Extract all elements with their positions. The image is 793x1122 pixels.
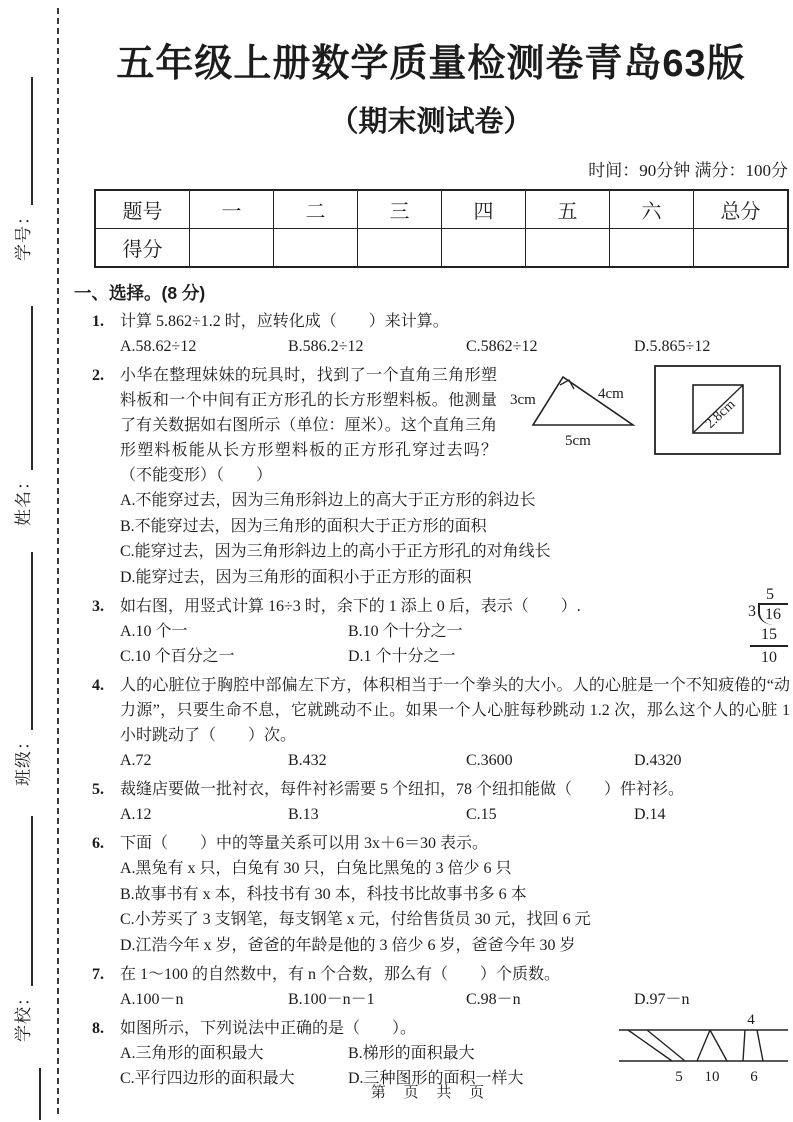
- options-row: [120, 802, 790, 827]
- option-b: B.100－n－1: [288, 991, 375, 1008]
- option-b: B.432: [288, 752, 327, 769]
- option-d: D.5.865÷12: [634, 338, 711, 355]
- exam-page: [72, 0, 790, 1095]
- score-cell: [442, 229, 526, 268]
- score-cell: [694, 229, 789, 268]
- trapezoid-base-label: 6: [750, 1069, 758, 1085]
- options-column: [120, 488, 790, 590]
- option-b: B.13: [288, 806, 319, 823]
- question-number: 4.: [92, 677, 104, 694]
- option-c: C.15: [466, 806, 497, 823]
- triangle-right-side: [710, 1030, 727, 1061]
- score-cell: [190, 229, 274, 268]
- division-product: 15: [750, 625, 788, 647]
- question-text: 如图所示，下列说法中正确的是（ ）。: [120, 1020, 417, 1037]
- triangle-right-side-label: 4cm: [598, 386, 624, 402]
- question-number: 2.: [92, 367, 104, 384]
- option-d: D.江浩今年 x 岁，爸爸的年龄是他的 3 倍少 6 岁，爸爸今年 30 岁: [120, 936, 576, 954]
- triangle-bottom-side-label: 5cm: [565, 433, 591, 449]
- right-angle-mark: [560, 380, 574, 389]
- option-d: D.能穿过去，因为三角形的面积小于正方形的面积: [120, 568, 472, 586]
- trapezoid-right-side: [757, 1030, 763, 1061]
- question-number: 6.: [92, 835, 104, 852]
- page-title: 五年级上册数学质量检测卷青岛63版: [116, 43, 746, 85]
- option-a: A.不能穿过去，因为三角形斜边上的高大于正方形的斜边长: [120, 492, 536, 509]
- question-text: 下面（ ）中的等量关系可以用 3x＋6＝30 表示。: [120, 835, 489, 852]
- option-b: B.故事书有 x 本，科技书有 30 本，科技书比故事书多 6 本: [120, 885, 527, 903]
- options-column: [120, 856, 790, 958]
- student-field-class: [5, 552, 39, 786]
- score-header-cell: 六: [610, 190, 694, 229]
- division-bracket-row: [724, 603, 788, 625]
- option-c: C.98－n: [466, 991, 521, 1008]
- long-division-figure: [724, 586, 788, 666]
- option-a: A.12: [120, 806, 152, 823]
- option-d: D.14: [634, 806, 666, 823]
- score-header-cell: 五: [526, 190, 610, 229]
- student-name-blank: [31, 306, 33, 470]
- page-footer: 第 页 共 页: [370, 1085, 492, 1101]
- option-c: C.能穿过去，因为三角形斜边上的高小于正方形孔的对角线长: [120, 543, 551, 560]
- question-4: [72, 673, 790, 773]
- option-c: C.10 个百分之一: [120, 648, 235, 665]
- question-5: [72, 777, 790, 827]
- option-a: A.100－n: [120, 991, 184, 1008]
- student-field-number: [5, 77, 39, 261]
- question-text: 人的心脏位于胸腔中部偏左下方，体积相当于一个拳头的大小。人的心脏是一个不知疲倦的“动力源”，只要生命不息，它就跳动不止。如果一个人心脏每秒跳动 1.2 次，那么这个人的心脏 1 小时跳动了（ ）次。: [120, 677, 790, 744]
- score-row-label: 得分: [95, 229, 190, 268]
- question-text: 在 1～100 的自然数中，有 n 个合数，那么有（ ）个质数。: [120, 966, 561, 983]
- cut-line-dashed: [57, 8, 59, 1114]
- score-header-cell: 三: [358, 190, 442, 229]
- score-header-cell: 题号: [95, 190, 190, 229]
- question-number: 1.: [92, 313, 104, 330]
- section-heading: 一、选择。(8 分): [74, 283, 206, 303]
- division-quotient: 5: [766, 586, 774, 603]
- score-cell: [610, 229, 694, 268]
- question-3: [72, 586, 790, 669]
- student-class-label: 班级：: [14, 732, 33, 786]
- score-header-cell: 总分: [694, 190, 789, 229]
- triangle-left-side: [697, 1030, 710, 1061]
- student-field-name: [5, 306, 39, 526]
- margin-blank-line: [39, 1068, 41, 1120]
- question-8: [72, 1012, 790, 1091]
- student-school-label: 学校：: [14, 988, 33, 1042]
- student-number-label: 学号：: [14, 207, 33, 261]
- score-header-cell: 四: [442, 190, 526, 229]
- option-d: D.97－n: [634, 991, 690, 1008]
- triangle-left-side-label: 3cm: [510, 392, 536, 408]
- page-subtitle: （期末测试卷）: [329, 106, 533, 138]
- division-remainder: 10: [761, 649, 777, 666]
- option-c: C.3600: [466, 752, 513, 769]
- option-a: A.58.62÷12: [120, 338, 197, 355]
- student-field-school: [5, 816, 39, 1042]
- score-header-cell: 二: [274, 190, 358, 229]
- score-cell: [526, 229, 610, 268]
- question-number: 7.: [92, 966, 104, 983]
- options-grid: [120, 619, 680, 669]
- triangle-and-rectangle-figure: [505, 363, 790, 467]
- option-c: C.小芳买了 3 支钢笔，每支钢笔 x 元，付给售货员 30 元，找回 6 元: [120, 911, 591, 928]
- student-class-blank: [31, 552, 33, 730]
- option-c: C.5862÷12: [466, 338, 538, 355]
- question-text: 如右图，用竖式计算 16÷3 时，余下的 1 添上 0 后，表示（ ）.: [120, 598, 581, 615]
- student-school-blank: [31, 816, 33, 986]
- option-d: D.4320: [634, 752, 682, 769]
- option-a: A.三角形的面积最大: [120, 1045, 264, 1062]
- square-diagonal-label: 2.8cm: [702, 397, 739, 432]
- option-d: D.1 个十分之一: [348, 648, 456, 665]
- score-header-cell: 一: [190, 190, 274, 229]
- division-dividend: 16: [758, 603, 788, 625]
- student-name-label: 姓名：: [14, 472, 33, 526]
- option-d: D.三种图形的面积一样大: [348, 1070, 524, 1087]
- option-a: A.10 个一: [120, 623, 188, 640]
- question-number: 8.: [92, 1020, 104, 1037]
- option-b: B.不能穿过去，因为三角形的面积大于正方形的面积: [120, 517, 487, 535]
- option-a: A.黑兔有 x 只，白兔有 30 只，白兔比黑兔的 3 倍少 6 只: [120, 860, 512, 877]
- parallelogram-base-label: 5: [675, 1069, 683, 1085]
- option-b: B.梯形的面积最大: [348, 1045, 475, 1062]
- score-cell: [358, 229, 442, 268]
- question-2: [72, 363, 790, 590]
- trapezoid-left-side: [743, 1030, 745, 1061]
- trapezoid-top-label: 4: [747, 1012, 755, 1028]
- option-b: B.10 个十分之一: [348, 623, 463, 640]
- score-table-score-row: [95, 229, 788, 268]
- option-b: B.586.2÷12: [288, 338, 364, 355]
- question-number: 5.: [92, 781, 104, 798]
- score-table: [94, 189, 789, 268]
- score-cell: [274, 229, 358, 268]
- question-number: 3.: [92, 598, 104, 615]
- question-text: 计算 5.862÷1.2 时，应转化成（ ）来计算。: [120, 313, 449, 330]
- score-table-header-row: [95, 190, 788, 229]
- question-7: [72, 962, 790, 1012]
- options-row: [120, 748, 790, 773]
- question-text: 裁缝店要做一批衬衣，每件衬衫需要 5 个纽扣，78 个纽扣能做（ ）件衬衫。: [120, 781, 685, 798]
- question-1: [72, 309, 790, 359]
- option-c: C.平行四边形的面积最大: [120, 1070, 295, 1087]
- exam-meta: 时间：90分钟 满分：100分: [588, 161, 788, 180]
- student-number-blank: [31, 77, 33, 205]
- triangle-base-label: 10: [704, 1069, 720, 1085]
- question-6: [72, 831, 790, 958]
- option-a: A.72: [120, 752, 152, 769]
- division-divisor: 3: [748, 603, 756, 620]
- options-row: [120, 334, 790, 359]
- question-text: 小华在整理妹妹的玩具时，找到了一个直角三角形塑料板和一个中间有正方形孔的长方形塑料板。他测量了有关数据如右图所示（单位：厘米）。这个直角三角形塑料板能从长方形塑料板的正方形孔穿过去吗？（不能变形）（ ）: [120, 367, 497, 484]
